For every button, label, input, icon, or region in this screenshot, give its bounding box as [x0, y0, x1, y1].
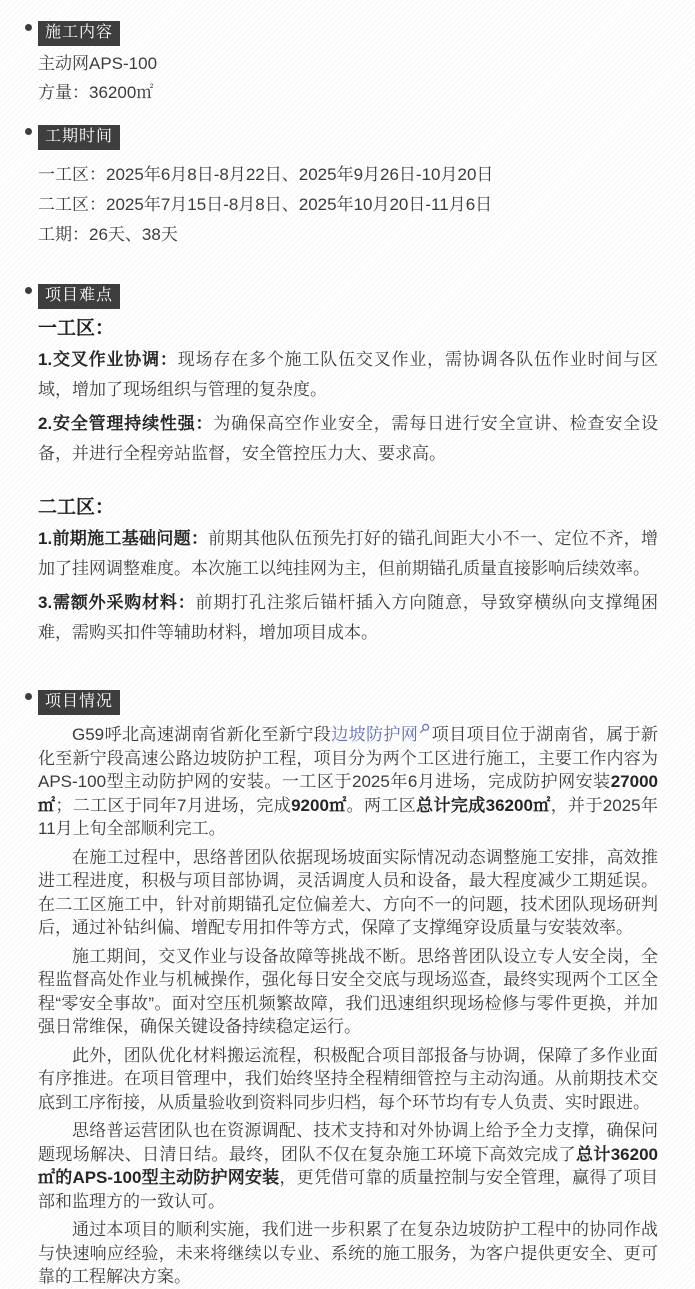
- search-icon[interactable]: [419, 723, 430, 734]
- p1-area1-bold: 27000㎡: [38, 772, 658, 815]
- section-badge-difficulties: 项目难点: [38, 284, 120, 309]
- p1-total-bold: 总计完成36200㎡: [416, 795, 551, 815]
- zone2-item1-lead: 1.前期施工基础问题：: [38, 529, 209, 548]
- p5-tail: ，更凭借可靠的质量控制与安全管理，赢得了项目部和监理方的一致认可。: [38, 1168, 659, 1211]
- zone2-item2-text: 前期打孔注浆后锚杆插入方向随意，导致穿横纵向支撑绳困难，需购买扣件等辅助材料，增加项目成本。: [38, 593, 658, 642]
- bullet-icon: [25, 693, 32, 700]
- p1-after-link: 项目项目位于湖南省，属于新化至新宁段高速公路边坡防护工程，项目分为两个工区进行施工，主要工作内容为APS-100型主动防护网的安装。一工区于2025年6月进场，完成防护网安装: [38, 725, 659, 791]
- section-header-overview: [25, 690, 658, 715]
- section-header-schedule: [25, 125, 658, 150]
- p5-pre: 思络普运营团队也在资源调配、技术支持和对外协调上给予全力支撑，确保问题现场解决、日清日结。最终，团队不仅在复杂施工环境下高效完成了: [38, 1121, 658, 1164]
- zone1-item1-text: 现场存在多个施工队伍交叉作业，需协调各队伍作业时间与区域，增加了现场组织与管理的复杂度。: [38, 350, 659, 399]
- zone1-item2-text: 为确保高空作业安全，需每日进行安全宣讲、检查安全设备，并进行全程旁站监督，安全管控压力大、要求高。: [38, 414, 658, 463]
- zone1-item2: [38, 409, 658, 469]
- zone2-item1: [38, 524, 658, 584]
- schedule-zone2: 二工区：2025年7月15日-8月8日、2025年10月20日-11月6日: [38, 195, 493, 214]
- schedule-zone1: 一工区：2025年6月8日-8月22日、2025年9月26日-10月20日: [38, 165, 494, 184]
- section-overview: [38, 690, 658, 1289]
- construction-item: 主动网APS-100: [38, 54, 158, 73]
- section-schedule: [38, 125, 658, 250]
- bullet-icon: [25, 24, 32, 31]
- section-header-construction: [25, 21, 658, 46]
- zone2-item1-text: 前期其他队伍预先打好的锚孔间距大小不一、定位不齐，增加了挂网调整难度。本次施工以纯挂网为主，但前期锚孔质量直接影响后续效率。: [38, 529, 659, 578]
- overview-paragraph-3: 施工期间，交叉作业与设备故障等挑战不断。思络普团队设立专人安全岗，全程监督高处作业与机械操作，强化每日安全交底与现场巡查，最终实现两个工区全程“零安全事故”。面对空压机频繁故障，我们迅速组织现场检修与零件更换，并加强日常维保，确保关键设备持续稳定运行。: [38, 946, 658, 1036]
- section-badge-overview: 项目情况: [38, 690, 120, 715]
- p1-area2-bold: 9200㎡: [291, 795, 347, 815]
- schedule-duration: 工期：26天、38天: [38, 225, 178, 244]
- zone2-item2-lead: 3.需额外采购材料：: [38, 593, 196, 612]
- overview-paragraph-4: 此外，团队优化材料搬运流程，积极配合项目部报备与协调，保障了多作业面有序推进。在项目管理中，我们始终坚持全程精细管控与主动沟通。从前期技术交底到工序衔接，从质量验收到资料同步归档，每个环节均有专人负责、实时跟进。: [38, 1045, 658, 1112]
- section-header-difficulties: [25, 284, 658, 309]
- bullet-icon: [25, 287, 32, 294]
- section-difficulties: [38, 284, 658, 648]
- overview-paragraph-5: [38, 1119, 658, 1213]
- zone2-heading: 二工区：: [38, 497, 115, 518]
- zone2-item2: [38, 588, 658, 648]
- section-construction-content: [38, 21, 658, 105]
- zone1-item1: [38, 345, 658, 405]
- p1-mid1: ；二工区于同年7月进场，完成: [55, 795, 292, 815]
- zone1-item1-lead: 1.交叉作业协调：: [38, 350, 178, 369]
- p1-tail: ，并于2025年11月上旬全部顺利完工。: [38, 795, 659, 838]
- p1-mid2: 。两工区: [346, 795, 417, 815]
- section-badge-schedule: 工期时间: [38, 125, 120, 150]
- overview-paragraph-6: 通过本项目的顺利实施，我们进一步积累了在复杂边坡防护工程中的协同作战与快速响应经验，未来将继续以专业、系统的施工服务，为客户提供更安全、更可靠的工程解决方案。: [38, 1220, 658, 1286]
- p1-pre-link: G59呼北高速湖南省新化至新宁段: [72, 725, 332, 744]
- construction-volume: 方量：36200㎡: [38, 83, 154, 102]
- p5-total-bold: 总计36200㎡的APS-100型主动防护网安装: [38, 1144, 658, 1187]
- zone1-heading: 一工区：: [38, 318, 115, 339]
- zone1-item2-lead: 2.安全管理持续性强：: [38, 414, 214, 433]
- section-badge-construction: 施工内容: [38, 21, 120, 46]
- bullet-icon: [25, 128, 32, 135]
- keyword-link[interactable]: 边坡防护网: [331, 725, 419, 744]
- overview-paragraph-1: [38, 723, 658, 841]
- overview-paragraph-2: 在施工过程中，思络普团队依据现场坡面实际情况动态调整施工安排，高效推进工程进度，积极与项目部协调，灵活调度人员和设备，最大程度减少工期延误。在二工区施工中，针对前期锚孔定位偏差大、方向不一的问题，技术团队现场研判后，通过补钻纠偏、增配专用扣件等方式，保障了支撑绳穿设质量与安装效率。: [38, 847, 658, 937]
